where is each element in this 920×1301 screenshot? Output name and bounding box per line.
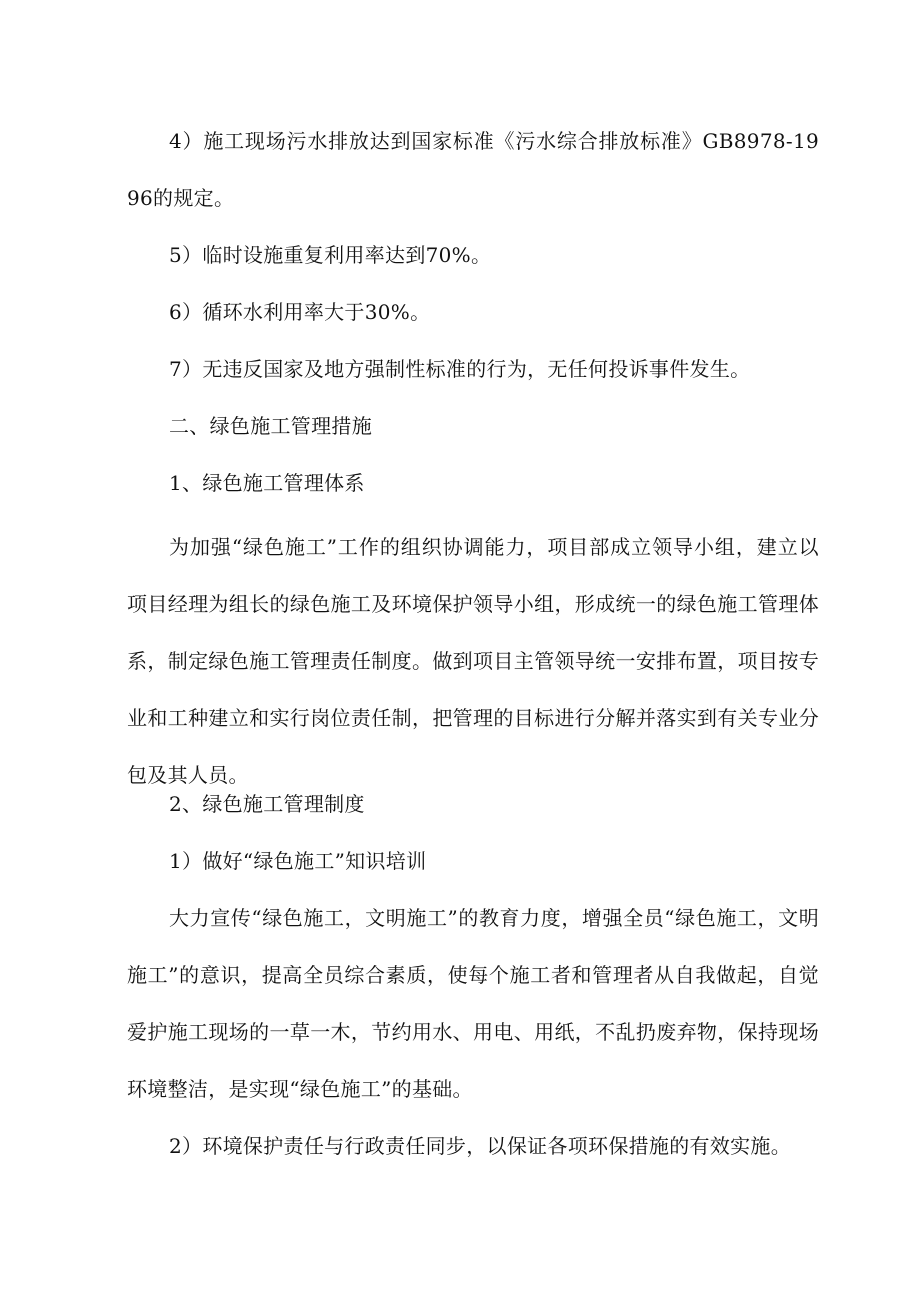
paragraph-training: 大力宣传“绿色施工，文明施工”的教育力度，增强全员“绿色施工，文明施工”的意识，提高全员综合素质，使每个施工者和管理者从自我做起，自觉爱护施工现场的一草一木，节约用水、用电、用纸，不乱扔废弃物，保持现场环境整洁，是实现“绿色施工”的基础。 xyxy=(127,906,819,1101)
paragraph-water-recycling: 6）循环水利用率大于30%。 xyxy=(169,300,431,324)
paragraph-temp-facility-reuse: 5）临时设施重复利用率达到70%。 xyxy=(169,243,492,267)
section-heading-management-measures: 二、绿色施工管理措施 xyxy=(169,414,372,438)
management-system-body xyxy=(127,519,819,804)
item-environment-responsibility: 2）环境保护责任与行政责任同步，以保证各项环保措施的有效实施。 xyxy=(169,1134,792,1158)
item-heading-training: 1）做好“绿色施工”知识培训 xyxy=(169,849,427,873)
paragraph-management-system: 为加强“绿色施工”工作的组织协调能力，项目部成立领导小组，建立以项目经理为组长的绿色施工及环境保护领导小组，形成统一的绿色施工管理体系，制定绿色施工管理责任制度。做到项目主管领导统一安排布置，项目按专业和工种建立和实行岗位责任制，把管理的目标进行分解并落实到有关专业分包及其人员。 xyxy=(127,535,819,787)
subsection-heading-management-system: 1、绿色施工管理体系 xyxy=(169,471,365,495)
training-body xyxy=(127,890,819,1118)
paragraph-sewage-standard: 4）施工现场污水排放达到国家标准《污水综合排放标准》GB8978-1996的规定。 xyxy=(127,129,819,210)
subsection-heading-management-rules: 2、绿色施工管理制度 xyxy=(169,792,365,816)
paragraph-no-violations: 7）无违反国家及地方强制性标准的行为，无任何投诉事件发生。 xyxy=(169,357,751,381)
management-rules-headings xyxy=(127,776,819,890)
responsibility-item xyxy=(127,1118,819,1175)
targets-list xyxy=(127,113,819,512)
